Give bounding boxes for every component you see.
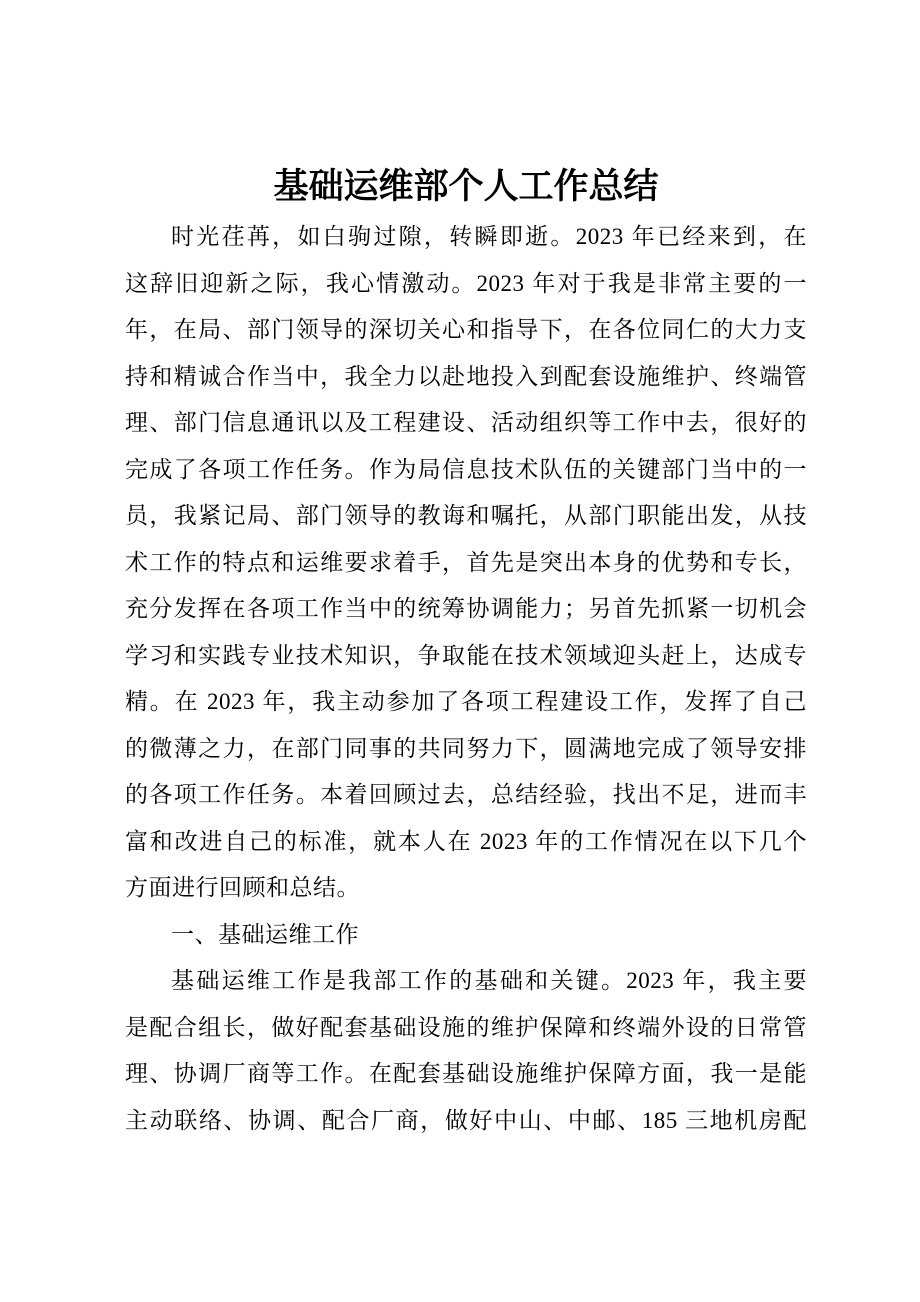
text-line: 方面进行回顾和总结。 (125, 875, 360, 900)
text-line: 理、部门信息通讯以及工程建设、活动组织等工作中去，很好的 (125, 410, 807, 435)
text-line: 的各项工作任务。本着回顾过去，总结经验，找出不足，进而丰 (125, 782, 807, 807)
text-line: 这辞旧迎新之际，我心情激动。2023 年对于我是非常主要的一 (125, 270, 807, 296)
text-line: 主动联络、协调、配合厂商，做好中山、中邮、185 三地机房配 (125, 1107, 807, 1133)
text-line: 年，在局、部门领导的深切关心和指导下，在各位同仁的大力支 (125, 317, 807, 342)
text-line: 学习和实践专业技术知识，争取能在技术领域迎头赶上，达成专 (125, 642, 807, 668)
text-line: 理、协调厂商等工作。在配套基础设施维护保障方面，我一是能 (125, 1061, 807, 1086)
text-line: 充分发挥在各项工作当中的统筹协调能力；另首先抓紧一切机会 (125, 596, 807, 621)
document-body (125, 214, 807, 1144)
text-line: 富和改进自己的标准，就本人在 2023 年的工作情况在以下几个 (125, 828, 807, 854)
section-heading: 一、基础运维工作 (171, 921, 359, 947)
text-line: 基础运维工作是我部工作的基础和关键。2023 年，我主要 (171, 968, 807, 993)
text-line: 持和精诚合作当中，我全力以赴地投入到配套设施维护、终端管 (125, 363, 807, 389)
text-line: 术工作的特点和运维要求着手，首先是突出本身的优势和专长， (125, 549, 807, 575)
text-line: 完成了各项工作任务。作为局信息技术队伍的关键部门当中的一 (125, 456, 807, 482)
document-title: 基础运维部个人工作总结 (273, 167, 659, 206)
text-line: 时光荏苒，如白驹过隙，转瞬即逝。2023 年已经来到，在 (171, 224, 807, 249)
text-line: 是配合组长，做好配套基础设施的维护保障和终端外设的日常管 (125, 1014, 807, 1040)
text-line: 精。在 2023 年，我主动参加了各项工程建设工作，发挥了自己 (125, 689, 807, 714)
text-line: 的微薄之力，在部门同事的共同努力下，圆满地完成了领导安排 (125, 735, 807, 761)
text-line: 员，我紧记局、部门领导的教诲和嘱托，从部门职能出发，从技 (125, 503, 807, 528)
